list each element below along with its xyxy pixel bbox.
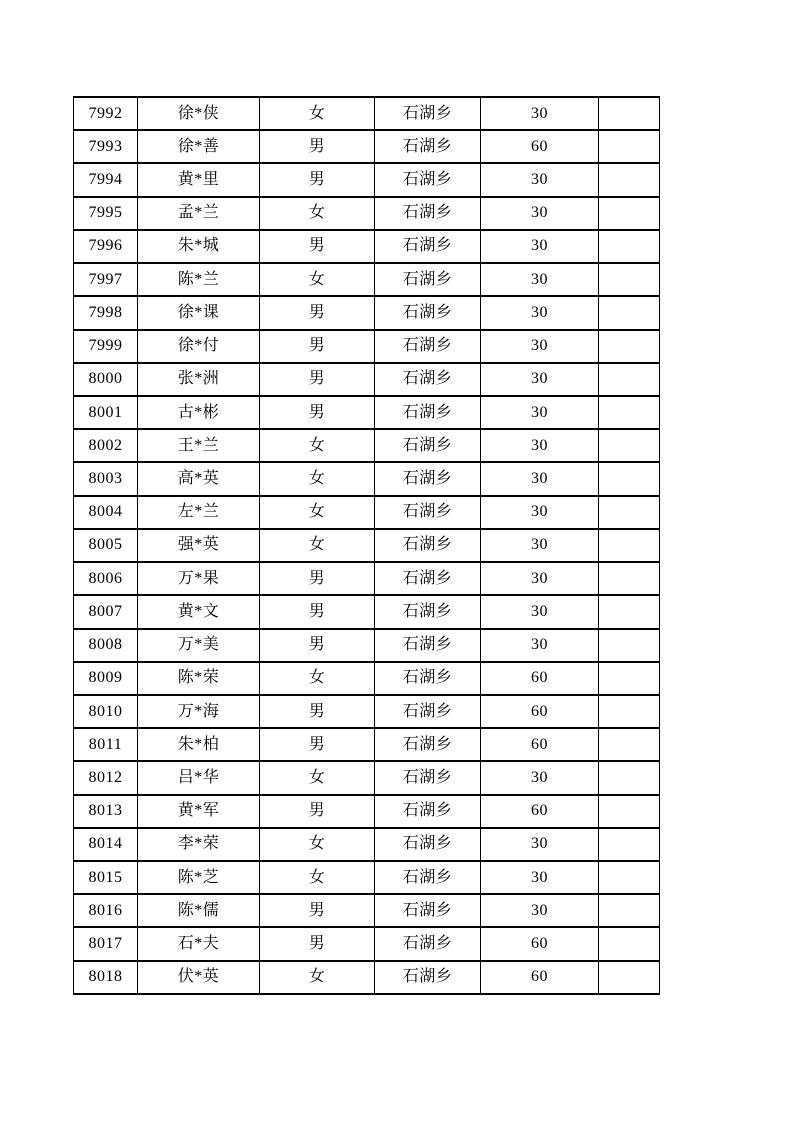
township-cell: 石湖乡 (375, 197, 481, 230)
serial-cell: 8012 (74, 761, 138, 794)
amount-cell: 30 (481, 396, 599, 429)
gender-cell: 女 (260, 97, 375, 130)
table-row (74, 296, 660, 329)
serial-cell: 7992 (74, 97, 138, 130)
table-row (74, 130, 660, 163)
name-cell: 石*夫 (138, 927, 260, 960)
amount-cell: 30 (481, 330, 599, 363)
serial-cell: 8014 (74, 828, 138, 861)
gender-cell: 男 (260, 629, 375, 662)
serial-cell: 7994 (74, 163, 138, 196)
table-row (74, 396, 660, 429)
name-cell: 古*彬 (138, 396, 260, 429)
name-cell: 万*海 (138, 695, 260, 728)
township-cell: 石湖乡 (375, 462, 481, 495)
gender-cell: 男 (260, 163, 375, 196)
table-row (74, 462, 660, 495)
blank-cell (599, 97, 660, 130)
gender-cell: 女 (260, 828, 375, 861)
township-cell: 石湖乡 (375, 363, 481, 396)
township-cell: 石湖乡 (375, 529, 481, 562)
table-row (74, 529, 660, 562)
serial-cell: 7999 (74, 330, 138, 363)
gender-cell: 女 (260, 662, 375, 695)
amount-cell: 60 (481, 130, 599, 163)
gender-cell: 男 (260, 562, 375, 595)
table-row (74, 496, 660, 529)
serial-cell: 8004 (74, 496, 138, 529)
township-cell: 石湖乡 (375, 761, 481, 794)
township-cell: 石湖乡 (375, 130, 481, 163)
blank-cell (599, 894, 660, 927)
table-row (74, 761, 660, 794)
blank-cell (599, 562, 660, 595)
township-cell: 石湖乡 (375, 629, 481, 662)
township-cell: 石湖乡 (375, 496, 481, 529)
blank-cell (599, 130, 660, 163)
name-cell: 黄*文 (138, 595, 260, 628)
township-cell: 石湖乡 (375, 562, 481, 595)
amount-cell: 30 (481, 529, 599, 562)
blank-cell (599, 629, 660, 662)
table-row (74, 97, 660, 130)
blank-cell (599, 927, 660, 960)
name-cell: 徐*侠 (138, 97, 260, 130)
table-row (74, 894, 660, 927)
amount-cell: 60 (481, 927, 599, 960)
serial-cell: 8000 (74, 363, 138, 396)
amount-cell: 30 (481, 363, 599, 396)
amount-cell: 30 (481, 595, 599, 628)
name-cell: 吕*华 (138, 761, 260, 794)
name-cell: 万*美 (138, 629, 260, 662)
amount-cell: 60 (481, 961, 599, 994)
table-row (74, 861, 660, 894)
serial-cell: 7998 (74, 296, 138, 329)
township-cell: 石湖乡 (375, 894, 481, 927)
amount-cell: 30 (481, 629, 599, 662)
blank-cell (599, 330, 660, 363)
name-cell: 陈*芝 (138, 861, 260, 894)
serial-cell: 8009 (74, 662, 138, 695)
gender-cell: 男 (260, 894, 375, 927)
amount-cell: 30 (481, 296, 599, 329)
blank-cell (599, 662, 660, 695)
serial-cell: 8007 (74, 595, 138, 628)
serial-cell: 8011 (74, 728, 138, 761)
gender-cell: 女 (260, 861, 375, 894)
name-cell: 黄*军 (138, 795, 260, 828)
table-row (74, 263, 660, 296)
serial-cell: 7997 (74, 263, 138, 296)
name-cell: 孟*兰 (138, 197, 260, 230)
gender-cell: 男 (260, 330, 375, 363)
serial-cell: 8002 (74, 429, 138, 462)
township-cell: 石湖乡 (375, 861, 481, 894)
amount-cell: 30 (481, 894, 599, 927)
name-cell: 左*兰 (138, 496, 260, 529)
gender-cell: 女 (260, 429, 375, 462)
table-row (74, 562, 660, 595)
gender-cell: 女 (260, 961, 375, 994)
table-row (74, 197, 660, 230)
name-cell: 张*洲 (138, 363, 260, 396)
gender-cell: 女 (260, 197, 375, 230)
table-row (74, 927, 660, 960)
township-cell: 石湖乡 (375, 795, 481, 828)
serial-cell: 8001 (74, 396, 138, 429)
amount-cell: 30 (481, 97, 599, 130)
gender-cell: 男 (260, 795, 375, 828)
name-cell: 高*英 (138, 462, 260, 495)
blank-cell (599, 529, 660, 562)
township-cell: 石湖乡 (375, 695, 481, 728)
name-cell: 李*荣 (138, 828, 260, 861)
amount-cell: 30 (481, 562, 599, 595)
gender-cell: 男 (260, 130, 375, 163)
name-cell: 陈*儒 (138, 894, 260, 927)
township-cell: 石湖乡 (375, 429, 481, 462)
serial-cell: 8010 (74, 695, 138, 728)
name-cell: 强*英 (138, 529, 260, 562)
serial-cell: 8015 (74, 861, 138, 894)
township-cell: 石湖乡 (375, 927, 481, 960)
amount-cell: 30 (481, 263, 599, 296)
serial-cell: 8006 (74, 562, 138, 595)
name-cell: 朱*柏 (138, 728, 260, 761)
gender-cell: 男 (260, 396, 375, 429)
table-row (74, 795, 660, 828)
amount-cell: 60 (481, 795, 599, 828)
amount-cell: 30 (481, 761, 599, 794)
amount-cell: 30 (481, 163, 599, 196)
serial-cell: 8008 (74, 629, 138, 662)
gender-cell: 女 (260, 761, 375, 794)
township-cell: 石湖乡 (375, 396, 481, 429)
township-cell: 石湖乡 (375, 961, 481, 994)
gender-cell: 女 (260, 462, 375, 495)
name-cell: 朱*城 (138, 230, 260, 263)
serial-cell: 7995 (74, 197, 138, 230)
amount-cell: 30 (481, 197, 599, 230)
blank-cell (599, 795, 660, 828)
township-cell: 石湖乡 (375, 296, 481, 329)
serial-cell: 8013 (74, 795, 138, 828)
blank-cell (599, 429, 660, 462)
table-row (74, 828, 660, 861)
blank-cell (599, 695, 660, 728)
blank-cell (599, 197, 660, 230)
serial-cell: 7993 (74, 130, 138, 163)
serial-cell: 8018 (74, 961, 138, 994)
township-cell: 石湖乡 (375, 330, 481, 363)
gender-cell: 男 (260, 230, 375, 263)
blank-cell (599, 595, 660, 628)
blank-cell (599, 496, 660, 529)
township-cell: 石湖乡 (375, 230, 481, 263)
amount-cell: 30 (481, 828, 599, 861)
blank-cell (599, 861, 660, 894)
beneficiary-table (73, 96, 660, 995)
gender-cell: 男 (260, 595, 375, 628)
gender-cell: 男 (260, 695, 375, 728)
blank-cell (599, 396, 660, 429)
amount-cell: 30 (481, 462, 599, 495)
gender-cell: 男 (260, 728, 375, 761)
blank-cell (599, 728, 660, 761)
township-cell: 石湖乡 (375, 263, 481, 296)
gender-cell: 女 (260, 263, 375, 296)
name-cell: 陈*兰 (138, 263, 260, 296)
blank-cell (599, 163, 660, 196)
serial-cell: 8005 (74, 529, 138, 562)
gender-cell: 男 (260, 296, 375, 329)
blank-cell (599, 462, 660, 495)
table-row (74, 728, 660, 761)
name-cell: 徐*课 (138, 296, 260, 329)
serial-cell: 8003 (74, 462, 138, 495)
township-cell: 石湖乡 (375, 662, 481, 695)
table-row (74, 695, 660, 728)
name-cell: 陈*荣 (138, 662, 260, 695)
name-cell: 万*果 (138, 562, 260, 595)
name-cell: 徐*善 (138, 130, 260, 163)
township-cell: 石湖乡 (375, 728, 481, 761)
table-row (74, 429, 660, 462)
table-row (74, 595, 660, 628)
amount-cell: 30 (481, 496, 599, 529)
name-cell: 王*兰 (138, 429, 260, 462)
blank-cell (599, 761, 660, 794)
amount-cell: 60 (481, 728, 599, 761)
gender-cell: 男 (260, 927, 375, 960)
amount-cell: 30 (481, 861, 599, 894)
blank-cell (599, 363, 660, 396)
table-row (74, 330, 660, 363)
table-body (74, 97, 660, 994)
table-row (74, 363, 660, 396)
township-cell: 石湖乡 (375, 97, 481, 130)
township-cell: 石湖乡 (375, 595, 481, 628)
gender-cell: 男 (260, 363, 375, 396)
blank-cell (599, 961, 660, 994)
amount-cell: 60 (481, 662, 599, 695)
table-row (74, 163, 660, 196)
name-cell: 伏*英 (138, 961, 260, 994)
table-row (74, 230, 660, 263)
serial-cell: 7996 (74, 230, 138, 263)
table-row (74, 629, 660, 662)
name-cell: 徐*付 (138, 330, 260, 363)
blank-cell (599, 230, 660, 263)
amount-cell: 60 (481, 695, 599, 728)
amount-cell: 30 (481, 230, 599, 263)
amount-cell: 30 (481, 429, 599, 462)
blank-cell (599, 296, 660, 329)
gender-cell: 女 (260, 529, 375, 562)
serial-cell: 8016 (74, 894, 138, 927)
township-cell: 石湖乡 (375, 828, 481, 861)
township-cell: 石湖乡 (375, 163, 481, 196)
gender-cell: 女 (260, 496, 375, 529)
table-row (74, 662, 660, 695)
blank-cell (599, 828, 660, 861)
table-row (74, 961, 660, 994)
blank-cell (599, 263, 660, 296)
name-cell: 黄*里 (138, 163, 260, 196)
serial-cell: 8017 (74, 927, 138, 960)
